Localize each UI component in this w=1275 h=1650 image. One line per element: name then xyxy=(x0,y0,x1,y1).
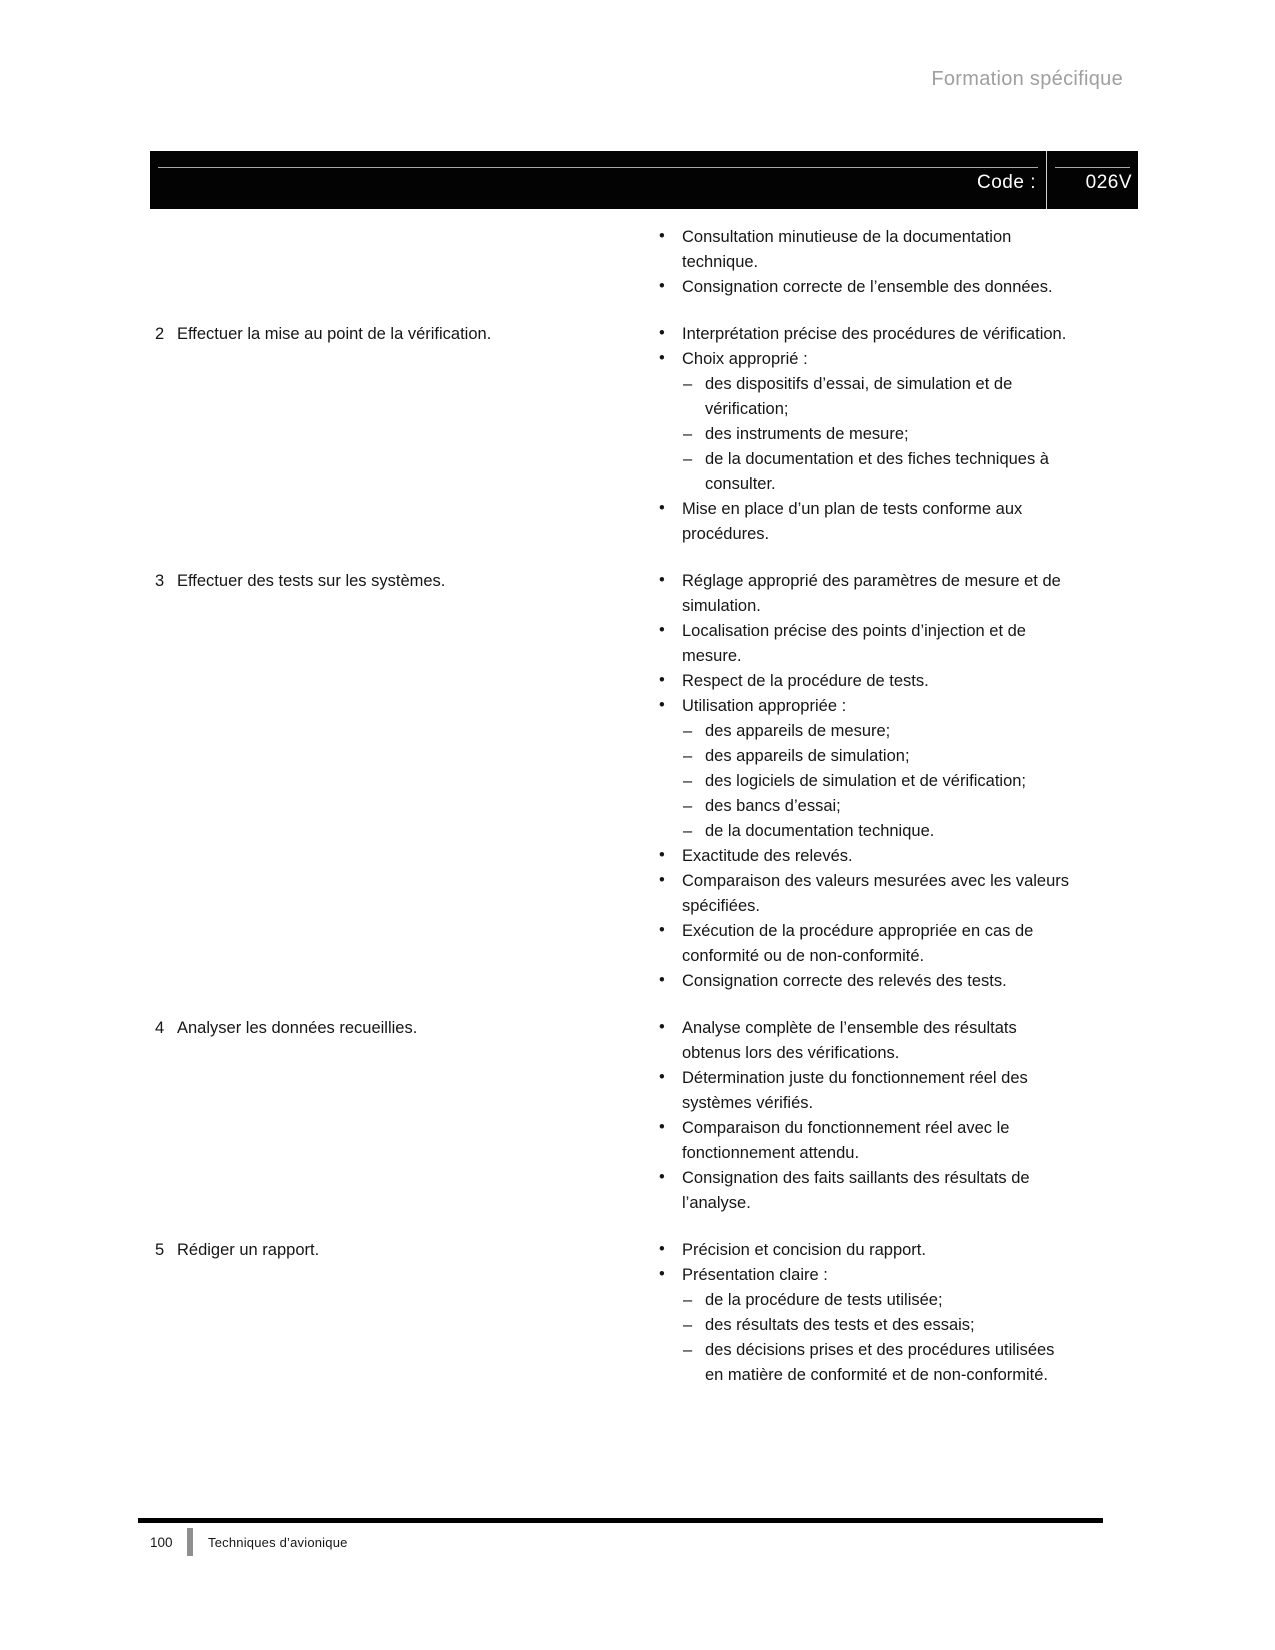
bullet-icon: • xyxy=(659,921,665,939)
code-label: Code : xyxy=(977,172,1036,193)
code-value: 026V xyxy=(1085,172,1132,193)
criterion-bullet-item xyxy=(655,1116,1070,1166)
objective-text: Effectuer la mise au point de la vérification. xyxy=(177,325,492,343)
criterion-text: Consignation correcte des relevés des tests. xyxy=(682,972,1007,990)
criterion-dash-item xyxy=(655,719,1070,744)
running-head: Formation spécifique xyxy=(931,68,1123,90)
criterion-bullet-item xyxy=(655,1238,1070,1263)
dash-icon: – xyxy=(683,1316,693,1334)
criterion-text: Localisation précise des points d’injection et de mesure. xyxy=(682,622,1026,665)
footer-divider-bar xyxy=(187,1528,193,1556)
criterion-text: des résultats des tests et des essais; xyxy=(705,1316,975,1334)
dash-icon: – xyxy=(683,822,693,840)
dash-icon: – xyxy=(683,1291,693,1309)
bullet-icon: • xyxy=(659,671,665,689)
dash-icon: – xyxy=(683,797,693,815)
objective-text: Analyser les données recueillies. xyxy=(177,1019,418,1037)
criterion-text: de la documentation et des fiches techniques à consulter. xyxy=(705,450,1049,493)
objective-cell xyxy=(150,1238,655,1263)
criterion-dash-item xyxy=(655,1288,1070,1313)
criterion-dash-item xyxy=(655,1338,1070,1388)
criterion-text: Comparaison du fonctionnement réel avec le fonctionnement attendu. xyxy=(682,1119,1010,1162)
criterion-text: des décisions prises et des procédures utilisées en matière de conformité et de non-conformité. xyxy=(705,1341,1055,1384)
criterion-dash-item xyxy=(655,819,1070,844)
table-row xyxy=(150,225,1138,300)
dash-icon: – xyxy=(683,1341,693,1359)
dash-icon: – xyxy=(683,375,693,393)
criterion-text: Mise en place d’un plan de tests conforme aux procédures. xyxy=(682,500,1023,543)
criterion-text: des dispositifs d’essai, de simulation et de vérification; xyxy=(705,375,1013,418)
criterion-text: Exactitude des relevés. xyxy=(682,847,853,865)
bullet-icon: • xyxy=(659,1068,665,1086)
criterion-dash-item xyxy=(655,1313,1070,1338)
objective-number: 3 xyxy=(155,572,165,590)
criterion-text: des instruments de mesure; xyxy=(705,425,909,443)
criterion-text: des logiciels de simulation et de vérification; xyxy=(705,772,1027,790)
criterion-bullet-item xyxy=(655,694,1070,719)
criterion-dash-item xyxy=(655,422,1070,447)
criterion-text: Consultation minutieuse de la documentation technique. xyxy=(682,228,1012,271)
criterion-bullet-item xyxy=(655,569,1070,619)
bullet-icon: • xyxy=(659,1265,665,1283)
criterion-text: Utilisation appropriée : xyxy=(682,697,847,715)
objectives-criteria-table xyxy=(150,225,1138,1410)
bullet-icon: • xyxy=(659,1018,665,1036)
objective-number: 5 xyxy=(155,1241,165,1259)
criterion-text: Respect de la procédure de tests. xyxy=(682,672,929,690)
code-bar xyxy=(150,151,1138,209)
objective-text: Effectuer des tests sur les systèmes. xyxy=(177,572,446,590)
criterion-bullet-item xyxy=(655,1066,1070,1116)
bullet-icon: • xyxy=(659,1240,665,1258)
bullet-icon: • xyxy=(659,349,665,367)
criterion-text: Analyse complète de l’ensemble des résultats obtenus lors des vérifications. xyxy=(682,1019,1017,1062)
criterion-text: Présentation claire : xyxy=(682,1266,828,1284)
criterion-text: Consignation des faits saillants des résultats de l’analyse. xyxy=(682,1169,1030,1212)
criterion-bullet-item xyxy=(655,844,1070,869)
bullet-icon: • xyxy=(659,324,665,342)
criterion-dash-item xyxy=(655,447,1070,497)
footer-rule xyxy=(138,1518,1103,1523)
criterion-bullet-item xyxy=(655,1016,1070,1066)
criteria-list xyxy=(655,1016,1070,1216)
criterion-dash-item xyxy=(655,744,1070,769)
criterion-text: Réglage approprié des paramètres de mesure et de simulation. xyxy=(682,572,1061,615)
criterion-text: des appareils de simulation; xyxy=(705,747,910,765)
criterion-dash-item xyxy=(655,372,1070,422)
criteria-list xyxy=(655,322,1070,547)
criterion-text: Exécution de la procédure appropriée en cas de conformité ou de non-conformité. xyxy=(682,922,1034,965)
criteria-list xyxy=(655,225,1070,300)
table-row xyxy=(150,1238,1138,1388)
bullet-icon: • xyxy=(659,1118,665,1136)
bullet-icon: • xyxy=(659,971,665,989)
criterion-text: Comparaison des valeurs mesurées avec les valeurs spécifiées. xyxy=(682,872,1070,915)
bullet-icon: • xyxy=(659,696,665,714)
bullet-icon: • xyxy=(659,277,665,295)
objective-number: 4 xyxy=(155,1019,165,1037)
objective-number: 2 xyxy=(155,325,165,343)
criterion-text: de la procédure de tests utilisée; xyxy=(705,1291,943,1309)
criterion-dash-item xyxy=(655,794,1070,819)
table-row xyxy=(150,1016,1138,1216)
bullet-icon: • xyxy=(659,227,665,245)
bullet-icon: • xyxy=(659,621,665,639)
criterion-bullet-item xyxy=(655,869,1070,919)
criterion-bullet-item xyxy=(655,225,1070,275)
dash-icon: – xyxy=(683,450,693,468)
criterion-text: des bancs d’essai; xyxy=(705,797,841,815)
criterion-bullet-item xyxy=(655,1166,1070,1216)
objective-cell xyxy=(150,569,655,594)
bullet-icon: • xyxy=(659,871,665,889)
dash-icon: – xyxy=(683,722,693,740)
criterion-text: des appareils de mesure; xyxy=(705,722,891,740)
code-bar-rule xyxy=(158,167,1038,168)
criterion-dash-item xyxy=(655,769,1070,794)
objective-text: Rédiger un rapport. xyxy=(177,1241,320,1259)
page-number: 100 xyxy=(150,1534,173,1550)
criteria-list xyxy=(655,569,1070,994)
criterion-bullet-item xyxy=(655,347,1070,372)
program-name: Techniques d’avionique xyxy=(208,1534,348,1550)
dash-icon: – xyxy=(683,425,693,443)
bullet-icon: • xyxy=(659,499,665,517)
objective-cell xyxy=(150,1016,655,1041)
criterion-bullet-item xyxy=(655,275,1070,300)
table-row xyxy=(150,569,1138,994)
code-bar-right-cell xyxy=(1046,151,1138,209)
criterion-text: Détermination juste du fonctionnement réel des systèmes vérifiés. xyxy=(682,1069,1028,1112)
objective-cell xyxy=(150,322,655,347)
bullet-icon: • xyxy=(659,846,665,864)
criteria-list xyxy=(655,1238,1070,1388)
criterion-text: de la documentation technique. xyxy=(705,822,935,840)
code-bar-rule xyxy=(1055,167,1130,168)
table-row xyxy=(150,322,1138,547)
criterion-text: Interprétation précise des procédures de vérification. xyxy=(682,325,1067,343)
dash-icon: – xyxy=(683,747,693,765)
criterion-text: Consignation correcte de l’ensemble des données. xyxy=(682,278,1053,296)
criterion-bullet-item xyxy=(655,497,1070,547)
bullet-icon: • xyxy=(659,571,665,589)
criterion-bullet-item xyxy=(655,322,1070,347)
criterion-text: Précision et concision du rapport. xyxy=(682,1241,926,1259)
criterion-bullet-item xyxy=(655,1263,1070,1288)
criterion-bullet-item xyxy=(655,969,1070,994)
dash-icon: – xyxy=(683,772,693,790)
criterion-bullet-item xyxy=(655,919,1070,969)
footer xyxy=(150,1528,348,1556)
criterion-text: Choix approprié : xyxy=(682,350,808,368)
criterion-bullet-item xyxy=(655,669,1070,694)
criterion-bullet-item xyxy=(655,619,1070,669)
code-bar-left-cell xyxy=(150,151,1046,209)
bullet-icon: • xyxy=(659,1168,665,1186)
